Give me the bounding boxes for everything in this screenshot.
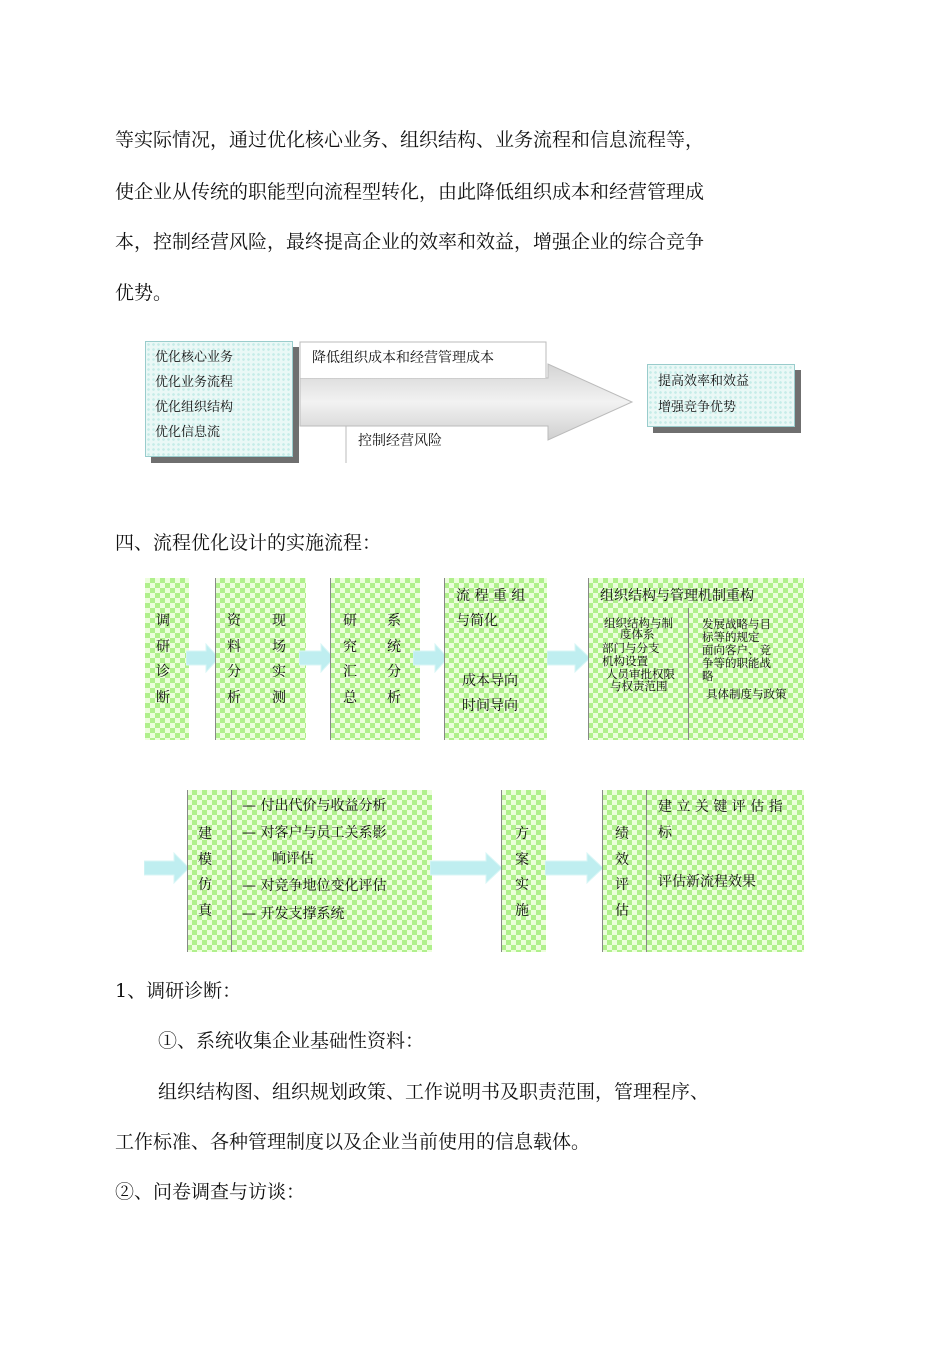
- restructure-left-4: 机构设置: [602, 654, 648, 668]
- para-line-2: 工作标准、各种管理制度以及企业当前使用的信息载体。: [115, 1131, 591, 1153]
- implementation-label: 方案实施: [515, 826, 529, 919]
- intro-line-3: 本，控制经营风险，最终提高企业的效率和效益，增强企业的综合竞争: [115, 231, 705, 253]
- field-test-label: 现场实测: [272, 613, 286, 706]
- opt-item-4: 优化信息流: [155, 425, 221, 440]
- step-restructure: [588, 578, 804, 740]
- reengineering-line-2: 与简化: [456, 613, 498, 629]
- section-heading: 四、流程优化设计的实施流程：: [115, 532, 382, 554]
- arrow-6-icon: [430, 852, 504, 884]
- research-label: 研究汇总: [343, 613, 357, 706]
- restructure-right-2: 标等的规定: [702, 630, 760, 644]
- result-box: [647, 364, 795, 427]
- opt-item-3: 优化组织结构: [155, 400, 234, 415]
- risk-label: 控制经营风险: [358, 433, 442, 449]
- modeling-label: 建模仿真: [198, 826, 212, 919]
- para-line-1: 组织结构图、组织规划政策、工作说明书及职责范围，管理程序、: [158, 1081, 710, 1103]
- modeling-item-2: — 对客户与员工关系影: [242, 825, 387, 841]
- arrow-7-icon: [545, 852, 605, 884]
- intro-line-4: 优势。: [115, 282, 173, 304]
- cost-oriented: 成本导向: [462, 673, 518, 689]
- restructure-right-4: 争等的职能战: [702, 656, 771, 670]
- result-item-2: 增强竞争优势: [658, 400, 737, 415]
- intro-line-1: 等实际情况，通过优化核心业务、组织结构、业务流程和信息流程等，: [115, 129, 705, 151]
- restructure-right-5: 略: [702, 669, 714, 683]
- modeling-item-4: — 对竞争地位变化评估: [242, 878, 387, 894]
- restructure-right-1: 发展战略与目: [702, 617, 771, 631]
- modeling-item-5: — 开发支撑系统: [242, 906, 345, 922]
- subheading-collect: ①、系统收集企业基础性资料：: [158, 1030, 425, 1052]
- step-modeling: [187, 790, 432, 952]
- data-analysis-label: 资料分析: [227, 613, 241, 706]
- restructure-right-3: 面向客户、竞: [702, 643, 771, 657]
- step-reengineering: [444, 578, 547, 740]
- step-research: [330, 578, 420, 740]
- restructure-left-2: 度体系: [620, 627, 655, 641]
- result-item-1: 提高效率和效益: [658, 374, 750, 389]
- step-data-analysis: [215, 578, 306, 740]
- opt-item-2: 优化业务流程: [155, 375, 234, 390]
- restructure-left-3: 部门与分支: [602, 641, 660, 655]
- evaluation-line-3: 评估新流程效果: [658, 874, 756, 890]
- step-evaluation: [602, 790, 804, 952]
- opt-item-1: 优化核心业务: [155, 350, 234, 365]
- arrow-5-icon: [144, 852, 190, 884]
- step-implementation: [501, 790, 546, 952]
- cost-label: 降低组织成本和经营管理成本: [312, 350, 494, 366]
- restructure-left-5: 人员审批权限: [606, 667, 675, 681]
- step-survey-label: 调研诊断: [156, 613, 170, 706]
- modeling-item-1: — 付出代价与收益分析: [242, 798, 387, 814]
- restructure-right-6: 具体制度与政策: [706, 687, 787, 701]
- system-analysis-label: 系统分析: [387, 613, 401, 706]
- intro-line-2: 使企业从传统的职能型向流程型转化，由此降低组织成本和经营管理成: [115, 181, 705, 203]
- evaluation-label: 绩效评估: [615, 826, 629, 919]
- restructure-left-1: 组织结构与制: [604, 616, 673, 630]
- restructure-title: 组织结构与管理机制重构: [600, 588, 754, 604]
- reengineering-line-1: 流 程 重 组: [456, 588, 526, 604]
- step-survey: [145, 578, 189, 740]
- restructure-left-6: 与权责范围: [610, 679, 668, 693]
- time-oriented: 时间导向: [462, 698, 518, 714]
- subheading-interview: ②、问卷调查与访谈：: [115, 1181, 306, 1203]
- modeling-item-3: 响评估: [272, 851, 314, 867]
- evaluation-line-2: 标: [658, 825, 672, 841]
- optimization-box: [145, 341, 293, 457]
- evaluation-line-1: 建 立 关 键 评 估 指: [658, 799, 783, 815]
- heading-survey: 1、调研诊断：: [115, 980, 242, 1002]
- arrow-4-icon: [547, 643, 591, 673]
